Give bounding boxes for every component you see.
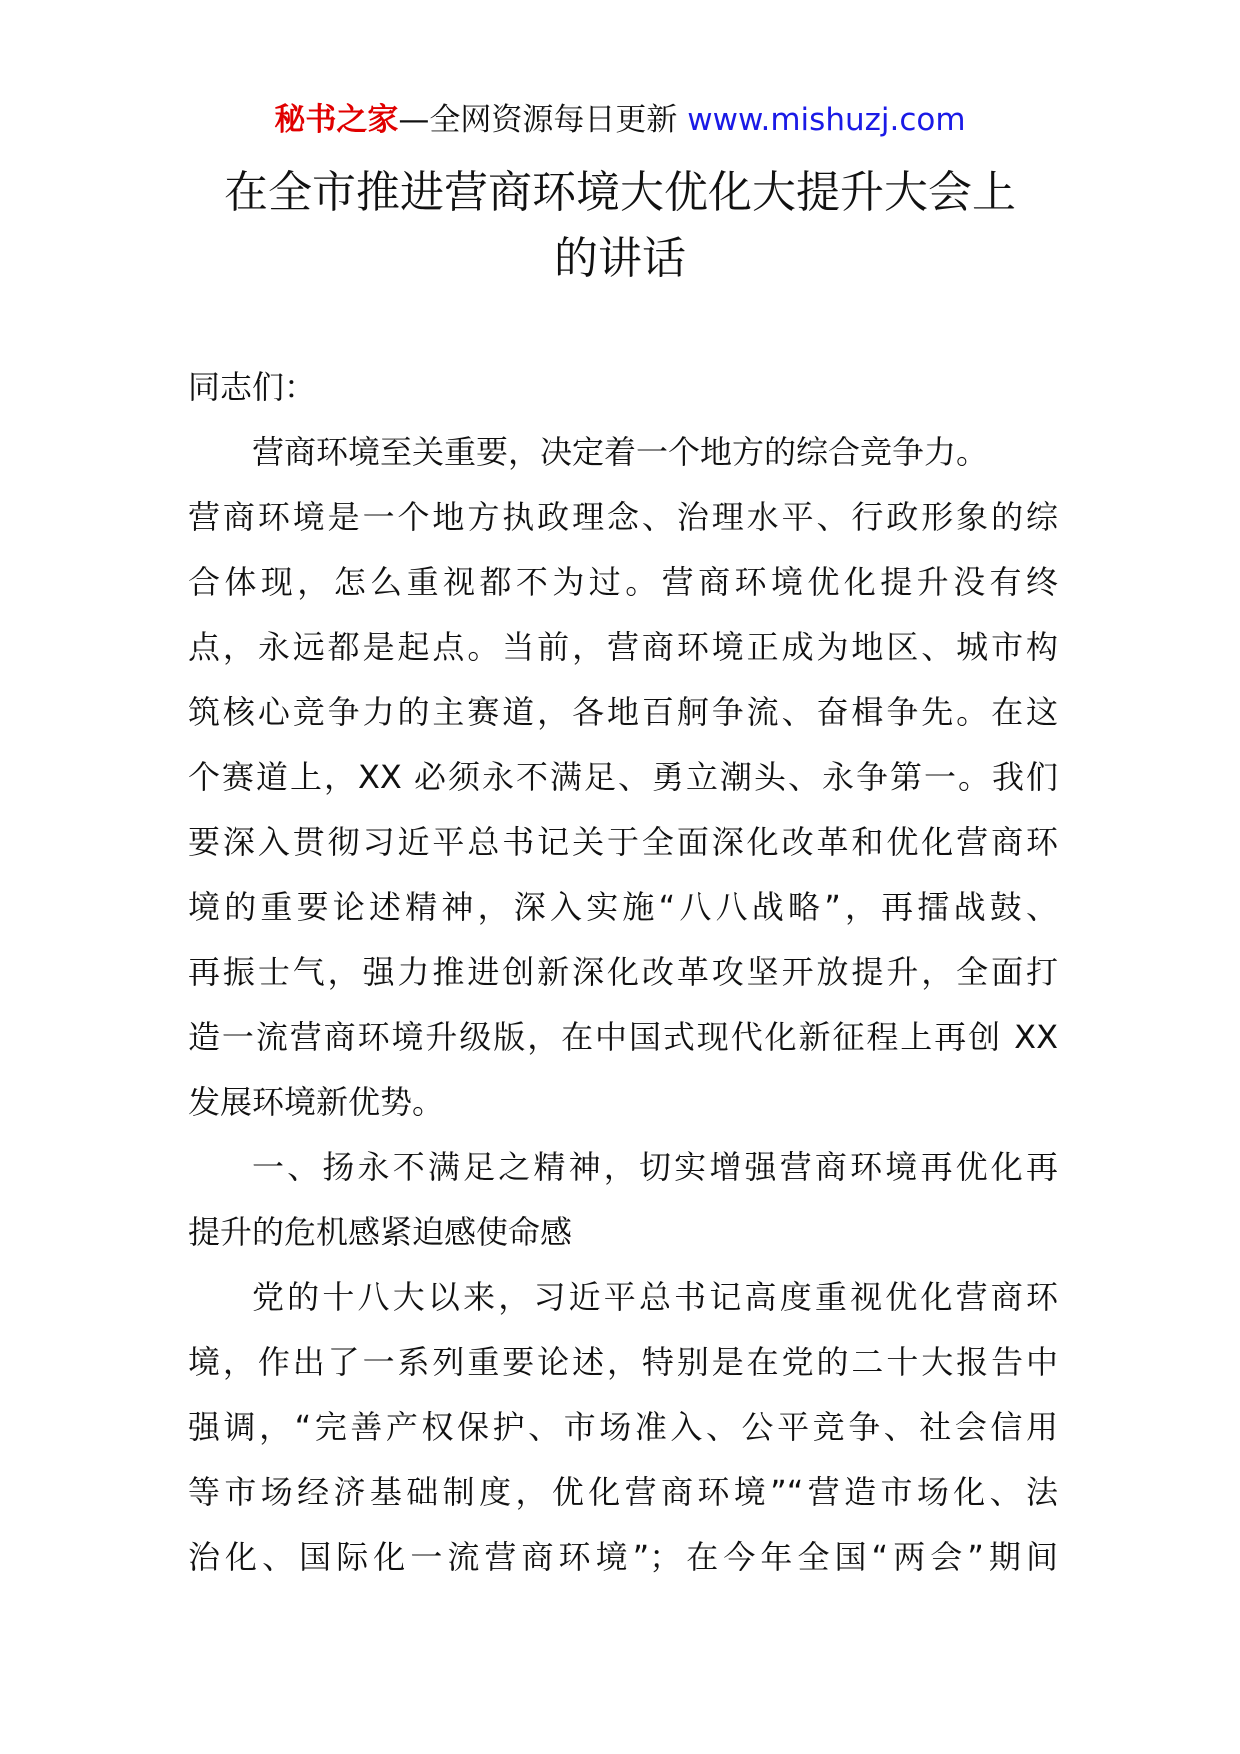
paragraph-line: 点，永远都是起点。当前，营商环境正成为地区、城市构: [188, 628, 1058, 666]
paragraph-line: 要深入贯彻习近平总书记关于全面深化改革和优化营商环: [188, 823, 1058, 861]
section-heading-line: 提升的危机感紧迫感使命感: [188, 1213, 573, 1251]
site-header: [0, 100, 1240, 140]
paragraph-line: 合体现，怎么重视都不为过。营商环境优化提升没有终: [188, 563, 1058, 601]
paragraph-line: 个赛道上，XX 必须永不满足、勇立潮头、永争第一。我们: [188, 758, 1058, 796]
title-line-1: 在全市推进营商环境大优化大提升大会上: [224, 167, 1016, 218]
brand-name: 秘书之家: [274, 102, 399, 138]
paragraph-line: 党的十八大以来，习近平总书记高度重视优化营商环: [252, 1278, 1058, 1316]
paragraph-line: 治化、国际化一流营商环境”；在今年全国“两会”期间: [188, 1538, 1058, 1576]
paragraph-line: 强调，“完善产权保护、市场准入、公平竞争、社会信用: [188, 1408, 1058, 1446]
paragraph-line: 发展环境新优势。: [188, 1083, 445, 1121]
salutation: 同志们：: [188, 368, 317, 406]
paragraph-line: 境，作出了一系列重要论述，特别是在党的二十大报告中: [188, 1343, 1058, 1381]
paragraph-line: 营商环境至关重要，决定着一个地方的综合竞争力。: [252, 433, 989, 471]
section-heading-line: 一、扬永不满足之精神，切实增强营商环境再优化再: [252, 1148, 1058, 1186]
document-title: [160, 160, 1080, 292]
paragraph-line: 境的重要论述精神，深入实施“八八战略”，再擂战鼓、: [188, 888, 1058, 926]
paragraph-line: 造一流营商环境升级版，在中国式现代化新征程上再创 XX: [188, 1018, 1058, 1056]
paragraph-line: 营商环境是一个地方执政理念、治理水平、行政形象的综: [188, 498, 1058, 536]
paragraph-line: 再振士气，强力推进创新深化改革攻坚开放提升，全面打: [188, 953, 1058, 991]
header-tagline: —全网资源每日更新: [398, 102, 688, 138]
document-body: [188, 355, 1058, 1590]
site-url[interactable]: www.mishuzj.com: [687, 102, 966, 138]
title-line-2: 的讲话: [554, 233, 686, 284]
paragraph-line: 等市场经济基础制度，优化营商环境”“营造市场化、法: [188, 1473, 1058, 1511]
paragraph-line: 筑核心竞争力的主赛道，各地百舸争流、奋楫争先。在这: [188, 693, 1058, 731]
